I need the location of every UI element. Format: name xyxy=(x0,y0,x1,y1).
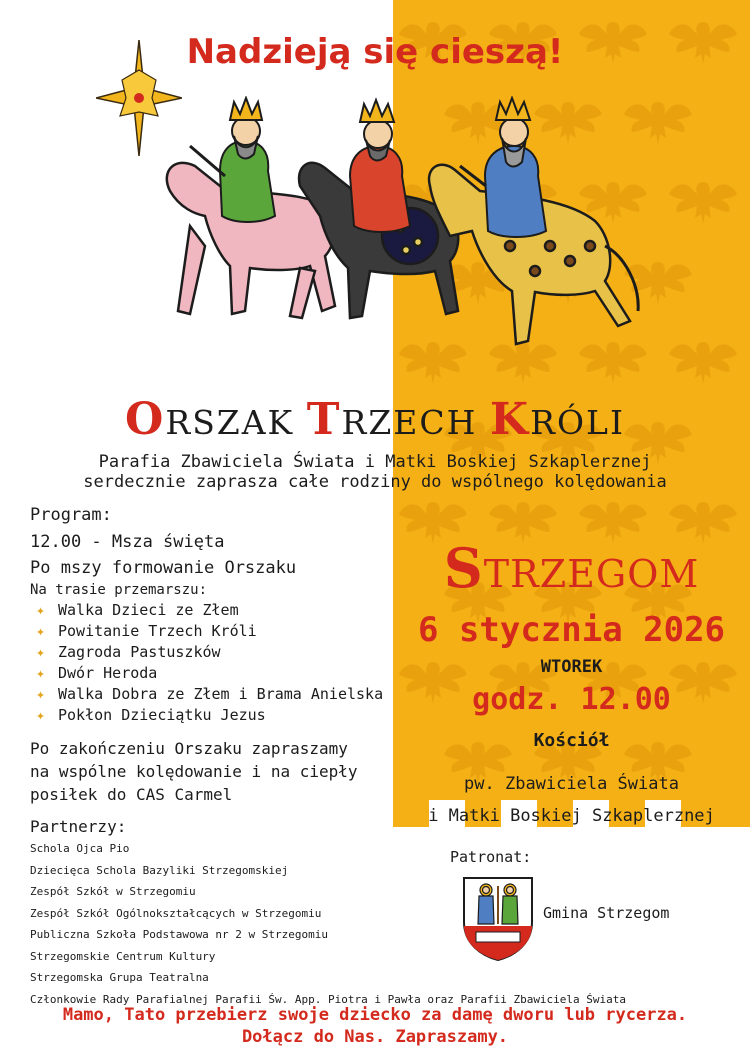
footer-line: Mamo, Tato przebierz swoje dziecko za damę dworu lub rycerza. xyxy=(62,1005,688,1025)
list-item: Członkowie Rady Parafialnej Parafii Św. App. Piotra i Pawła oraz Parafii Zbawiciela Świata xyxy=(30,992,627,1006)
list-item: Schola Ojca Pio xyxy=(30,842,130,855)
slogan: Nadzieją się cieszą! xyxy=(186,32,564,72)
event-hour: godz. 12.00 xyxy=(472,682,671,717)
list-item: Dziecięca Schola Bazyliki Strzegomskiej xyxy=(30,863,289,877)
event-weekday: WTOREK xyxy=(540,657,603,677)
list-item: ✦ Dwór Heroda xyxy=(36,664,158,682)
church-name-line: pw. Zbawiciela Świata xyxy=(464,774,679,794)
list-item: ✦ Pokłon Dzieciątku Jezus xyxy=(36,706,266,724)
list-item: ✦ Walka Dzieci ze Złem xyxy=(36,601,239,619)
invitation-line: Parafia Zbawiciela Świata i Matki Boskiej Szkaplerznej xyxy=(98,452,652,472)
route-list xyxy=(36,600,383,726)
sparkle-icon: ✦ xyxy=(36,601,46,619)
footer-line: Dołącz do Nas. Zapraszamy. xyxy=(241,1027,509,1047)
list-item: Zespół Szkół w Strzegomiu xyxy=(30,885,196,898)
footer-message xyxy=(0,1004,750,1048)
partners-list xyxy=(30,838,626,1010)
closing-line: na wspólne kolędowanie i na ciepły xyxy=(30,762,358,781)
sparkle-icon: ✦ xyxy=(36,664,46,682)
closing-line: posiłek do CAS Carmel xyxy=(30,785,233,804)
list-item: Publiczna Szkoła Podstawowa nr 2 w Strzegomiu xyxy=(30,928,329,941)
church-name-line: i Matki Boskiej Szkaplerznej xyxy=(428,806,715,826)
church-name xyxy=(393,768,750,832)
list-item: ✦ Powitanie Trzech Króli xyxy=(36,622,257,640)
sparkle-icon: ✦ xyxy=(36,643,46,661)
closing-line: Po zakończeniu Orszaku zapraszamy xyxy=(30,739,348,758)
three-kings-illustration xyxy=(150,96,645,396)
event-title xyxy=(0,394,750,445)
sparkle-icon: ✦ xyxy=(36,685,46,703)
partners-label: Partnerzy: xyxy=(30,817,127,836)
sparkle-icon: ✦ xyxy=(36,706,46,724)
king-icon xyxy=(350,100,410,232)
program-label: Program: xyxy=(30,505,112,525)
list-item: ✦ Zagroda Pastuszków xyxy=(36,643,221,661)
church-label: Kościół xyxy=(533,730,610,751)
patronage-label: Patronat: xyxy=(450,848,532,866)
program-after-mass: Po mszy formowanie Orszaku xyxy=(30,558,297,578)
title-word: TRZECH xyxy=(306,394,478,445)
closing-text xyxy=(30,737,358,806)
sparkle-icon: ✦ xyxy=(36,622,46,640)
route-label: Na trasie przemarszu: xyxy=(30,582,208,598)
city-name: STRZEGOM xyxy=(443,536,700,600)
list-item: Zespół Szkół Ogólnokształcących w Strzegomiu xyxy=(30,906,322,920)
invitation-line: serdecznie zaprasza całe rodziny do wspólnego kolędowania xyxy=(83,472,667,492)
list-item: ✦ Walka Dobra ze Złem i Brama Anielska xyxy=(36,685,384,703)
title-word: ORSZAK xyxy=(125,394,295,445)
event-date: 6 stycznia 2026 xyxy=(417,610,726,650)
list-item: Strzegomska Grupa Teatralna xyxy=(30,971,209,984)
coat-of-arms-icon xyxy=(462,876,534,962)
list-item: Strzegomskie Centrum Kultury xyxy=(30,949,216,963)
patron-name: Gmina Strzegom xyxy=(543,904,670,922)
program-mass: 12.00 - Msza święta xyxy=(30,532,225,552)
invitation-text xyxy=(0,452,750,492)
title-word: KRÓLI xyxy=(489,394,625,445)
